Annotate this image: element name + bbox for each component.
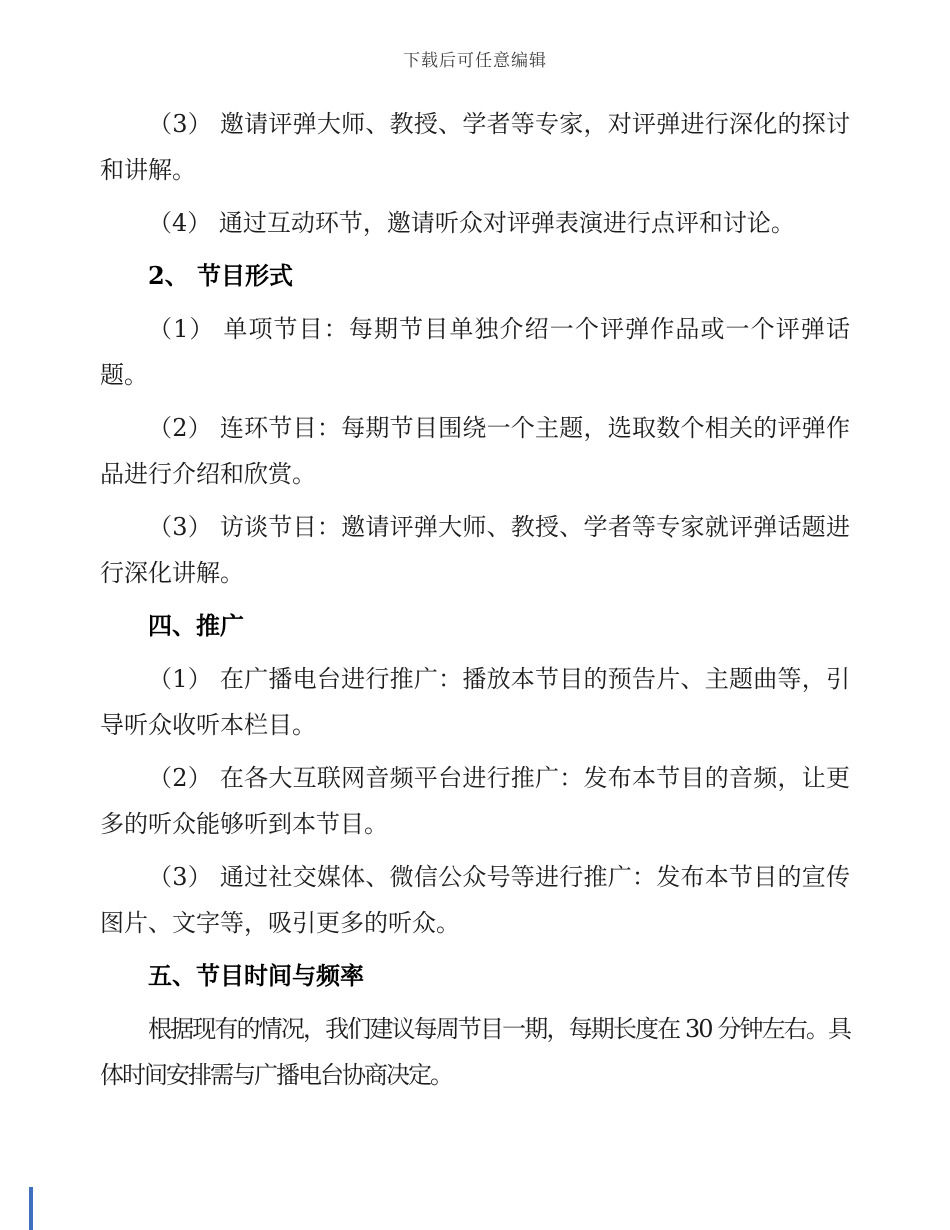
paragraph: （3） 邀请评弹大师、教授、学者等专家，对评弹进行深化的探讨和讲解。 <box>100 110 850 184</box>
header-note: 下载后可任意编辑 <box>403 51 547 71</box>
section-heading: 五、节目时间与频率 <box>148 961 364 990</box>
section-heading: 四、推广 <box>148 611 244 640</box>
document-body <box>100 101 850 1105</box>
paragraph: （3） 通过社交媒体、微信公众号等进行推广：发布本节目的宣传图片、文字等，吸引更多的听众。 <box>100 863 850 937</box>
paragraph: （2） 连环节目：每期节目围绕一个主题，选取数个相关的评弹作品进行介绍和欣赏。 <box>100 414 850 488</box>
paragraph: （1） 单项节目：每期节目单独介绍一个评弹作品或一个评弹话题。 <box>100 315 850 389</box>
section-heading: 2、 节目形式 <box>148 261 294 290</box>
paragraph: （4） 通过互动环节，邀请听众对评弹表演进行点评和讨论。 <box>148 209 795 237</box>
paragraph: （1） 在广播电台进行推广：播放本节目的预告片、主题曲等，引导听众收听本栏目。 <box>100 665 850 739</box>
paragraph: （3） 访谈节目：邀请评弹大师、教授、学者等专家就评弹话题进行深化讲解。 <box>100 513 850 587</box>
paragraph: （2） 在各大互联网音频平台进行推广：发布本节目的音频，让更多的听众能够听到本节目。 <box>100 764 850 838</box>
text-cursor <box>29 1187 33 1230</box>
paragraph: 根据现有的情况，我们建议每周节目一期，每期长度在 30 分钟左右。具体时间安排需与广播电台协商决定。 <box>100 1015 850 1089</box>
